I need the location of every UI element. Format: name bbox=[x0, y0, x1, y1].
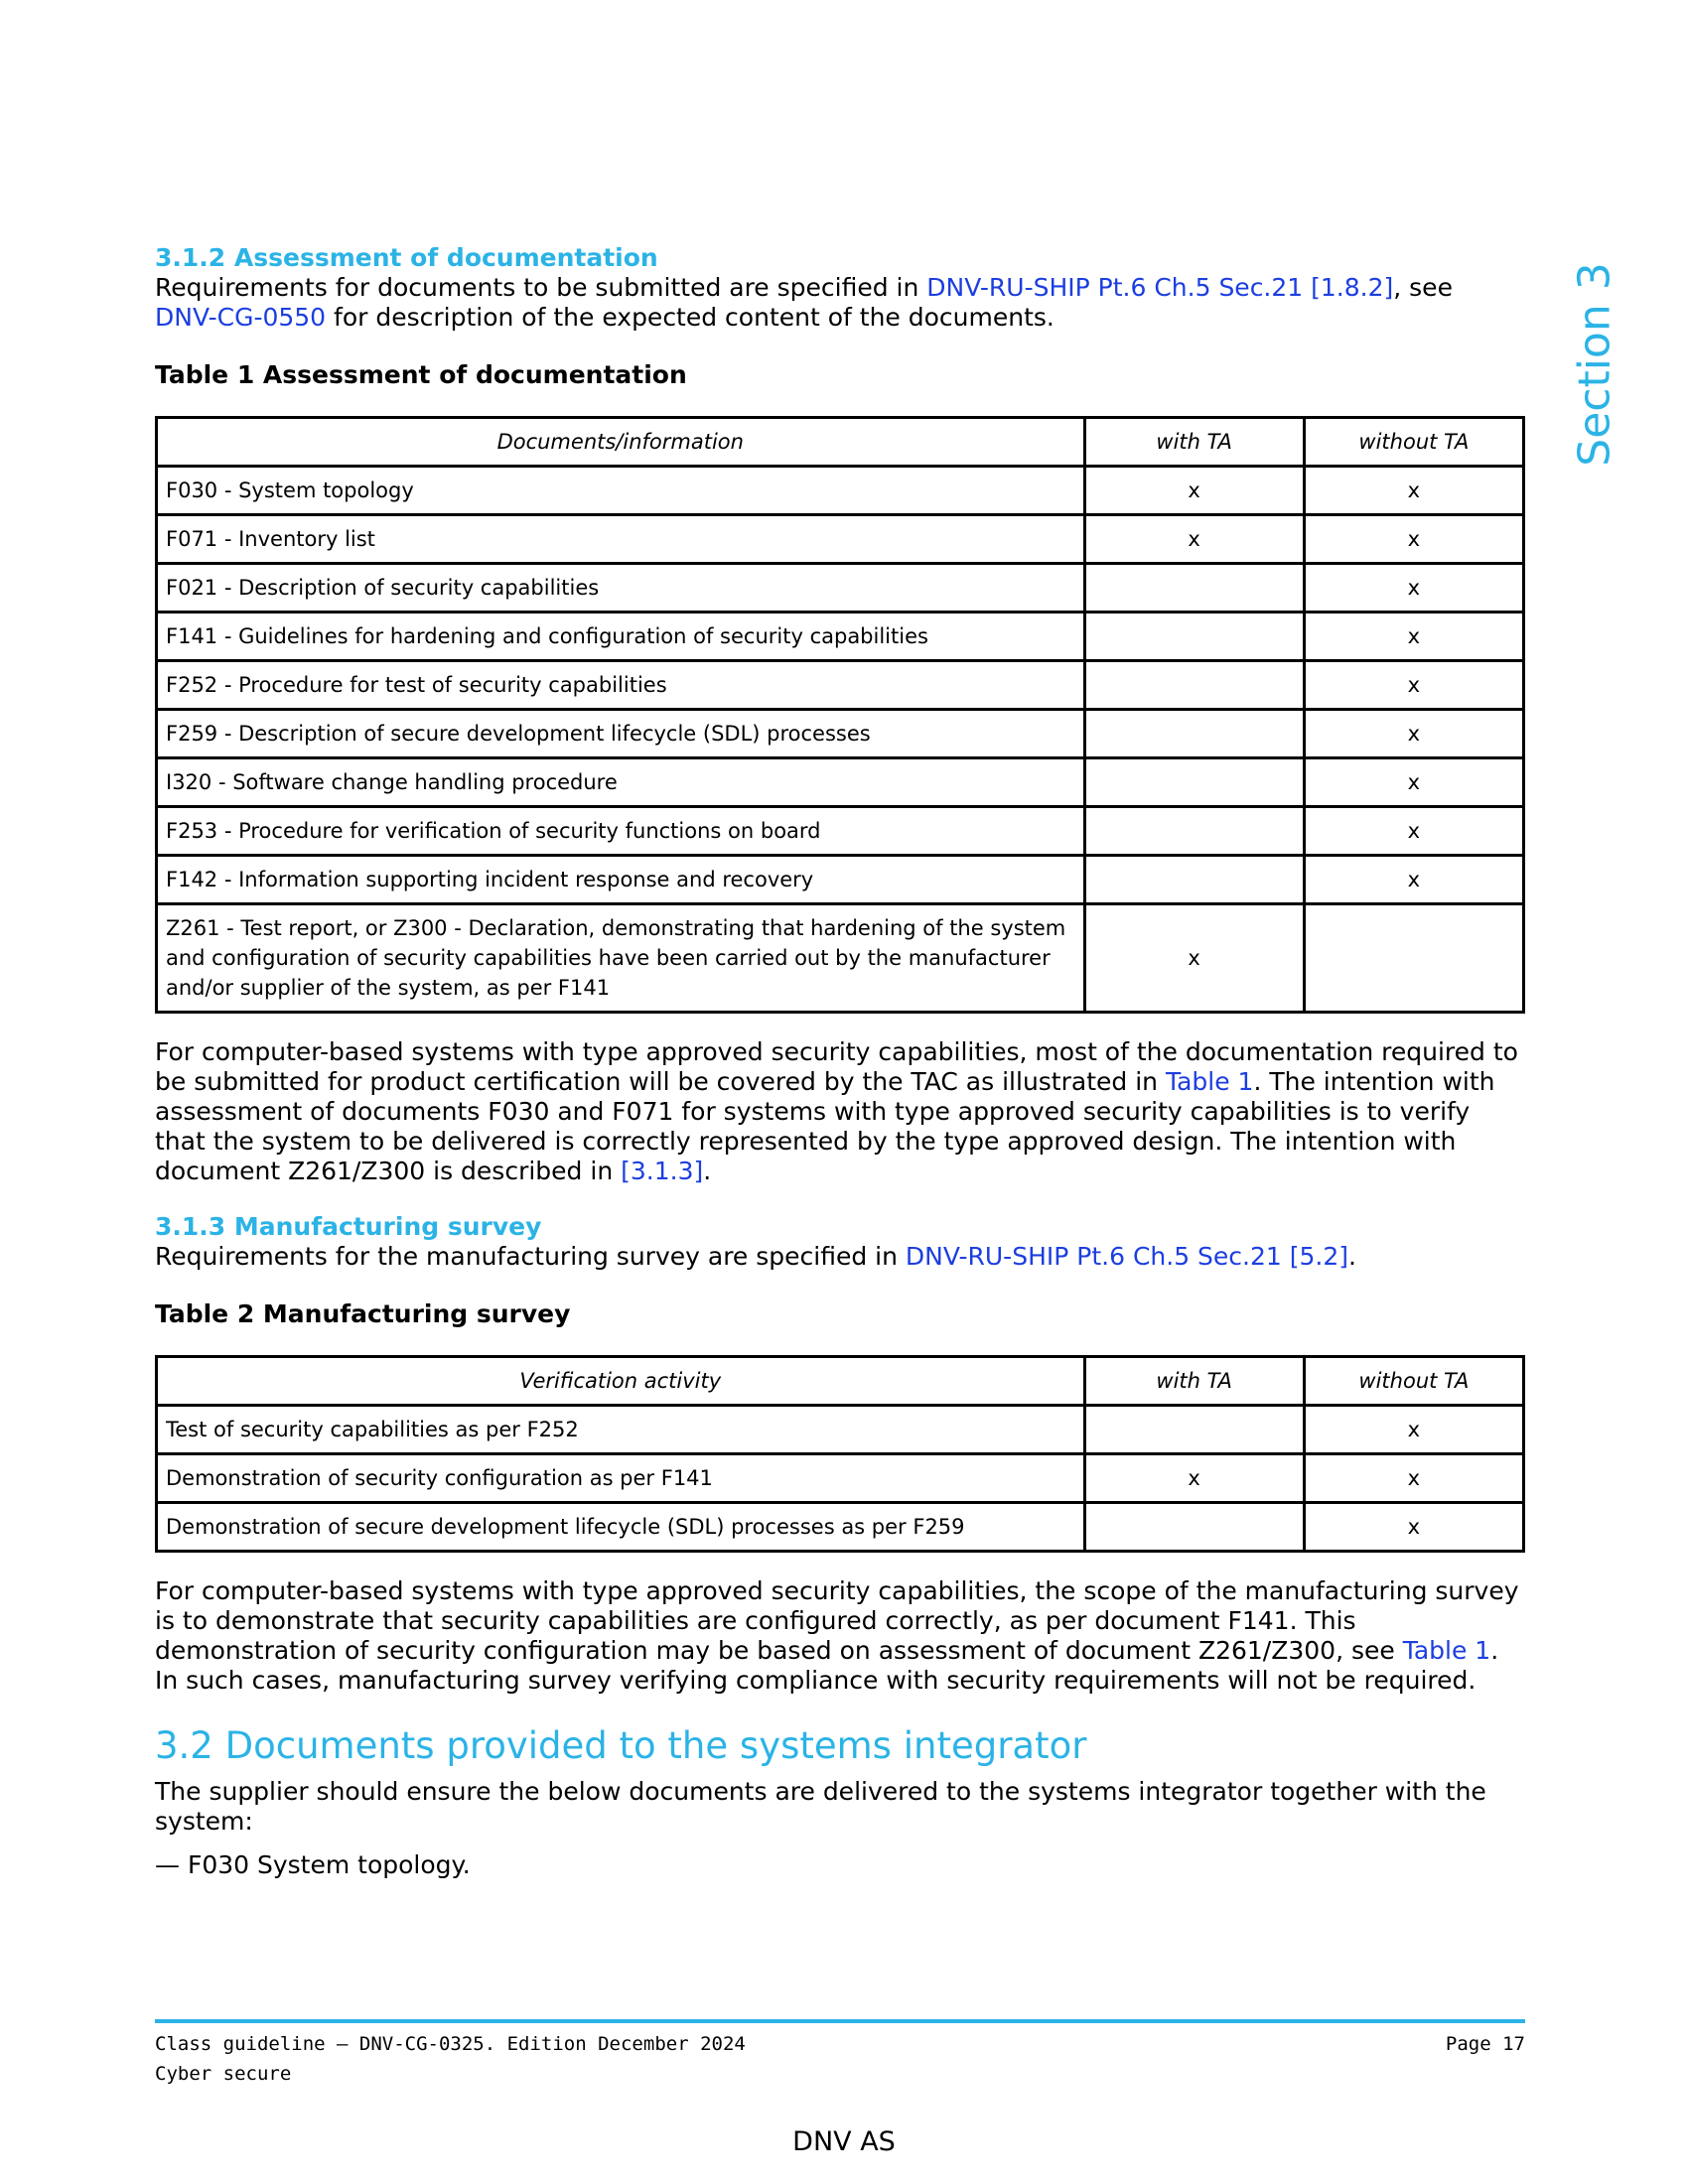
table-row bbox=[157, 758, 1524, 807]
table-2 bbox=[155, 1355, 1525, 1553]
table-cell-mark: x bbox=[1084, 467, 1304, 515]
table-header-cell: without TA bbox=[1304, 1357, 1523, 1406]
table-row bbox=[157, 467, 1524, 515]
table-row bbox=[157, 613, 1524, 661]
table-cell-label: F141 - Guidelines for hardening and configuration of security capabilities bbox=[157, 613, 1085, 661]
heading-3-1-2: 3.1.2 Assessment of documentation bbox=[155, 243, 658, 272]
link-table-1[interactable]: Table 1 bbox=[1402, 1636, 1491, 1665]
table-cell-mark: x bbox=[1304, 467, 1523, 515]
page-content bbox=[155, 243, 1525, 1880]
link-rule-5-2[interactable]: DNV-RU-SHIP Pt.6 Ch.5 Sec.21 [5.2] bbox=[905, 1242, 1349, 1271]
paragraph-after-table-1: For computer-based systems with type approved security capabilities, most of the documentation required to be submitted for product certification will be covered by the TAC as illustrated in Table 1. The intention with assessment of documents F030 and F071 for systems with type approved security capabilities is to verify that the system to be delivered is correctly represented by the type approved design. The intention with document Z261/Z300 is described in [3.1.3]. bbox=[155, 1037, 1518, 1185]
table-cell-mark: x bbox=[1304, 564, 1523, 613]
table-cell-mark: x bbox=[1304, 758, 1523, 807]
table-cell-mark: x bbox=[1304, 613, 1523, 661]
table-cell-label: F259 - Description of secure development lifecycle (SDL) processes bbox=[157, 710, 1085, 758]
footer bbox=[155, 2029, 1525, 2089]
table-cell-mark: x bbox=[1304, 1454, 1523, 1503]
paragraph-after-table-2: For computer-based systems with type approved security capabilities, the scope of the manufacturing survey is to demonstrate that security capabilities are configured correctly, as per document F141. This demonstration of security configuration may be based on assessment of document Z261/Z300, see Table 1. In such cases, manufacturing survey verifying compliance with security requirements will not be required. bbox=[155, 1576, 1519, 1695]
link-rule-1-8-2[interactable]: DNV-RU-SHIP Pt.6 Ch.5 Sec.21 [1.8.2] bbox=[926, 273, 1394, 302]
table-row bbox=[157, 1454, 1524, 1503]
table-cell-label: F071 - Inventory list bbox=[157, 515, 1085, 564]
table-1 bbox=[155, 416, 1525, 1014]
table-cell-label: F142 - Information supporting incident response and recovery bbox=[157, 856, 1085, 904]
table-cell-label: Z261 - Test report, or Z300 - Declaration, demonstrating that hardening of the system and configuration of security capabilities have been carried out by the manufacturer and/or supplier of the system, as per F141 bbox=[157, 904, 1085, 1013]
paragraph-3-1-3: Requirements for the manufacturing survey are specified in DNV-RU-SHIP Pt.6 Ch.5 Sec.21 [5.2]. bbox=[155, 1242, 1356, 1271]
footer-document-subtitle: Cyber secure bbox=[155, 2063, 292, 2085]
table-cell-mark bbox=[1084, 564, 1304, 613]
table-header-cell: without TA bbox=[1304, 418, 1523, 467]
table-row bbox=[157, 515, 1524, 564]
section-tab bbox=[1571, 260, 1618, 469]
table-cell-mark bbox=[1084, 1503, 1304, 1552]
heading-3-2: 3.2 Documents provided to the systems integrator bbox=[155, 1724, 1087, 1767]
table-header-cell: with TA bbox=[1084, 418, 1304, 467]
table-row bbox=[157, 904, 1524, 1013]
table-cell-mark: x bbox=[1304, 710, 1523, 758]
table-cell-mark: x bbox=[1304, 661, 1523, 710]
table-cell-label: F252 - Procedure for test of security capabilities bbox=[157, 661, 1085, 710]
table-cell-mark bbox=[1084, 856, 1304, 904]
table-cell-label: Demonstration of security configuration as per F141 bbox=[157, 1454, 1085, 1503]
table-header-cell: Documents/information bbox=[157, 418, 1085, 467]
table-cell-mark: x bbox=[1084, 1454, 1304, 1503]
table-row bbox=[157, 807, 1524, 856]
table-cell-label: Demonstration of secure development lifecycle (SDL) processes as per F259 bbox=[157, 1503, 1085, 1552]
table-cell-mark bbox=[1084, 710, 1304, 758]
table-row bbox=[157, 710, 1524, 758]
footer-divider bbox=[155, 2019, 1525, 2023]
table-cell-mark: x bbox=[1084, 904, 1304, 1013]
table-cell-label: F030 - System topology bbox=[157, 467, 1085, 515]
table-cell-mark: x bbox=[1304, 807, 1523, 856]
link-dnv-cg-0550[interactable]: DNV-CG-0550 bbox=[155, 303, 327, 332]
table-cell-label: Test of security capabilities as per F252 bbox=[157, 1406, 1085, 1454]
paragraph-3-2: The supplier should ensure the below documents are delivered to the systems integrator together with the system: bbox=[155, 1777, 1486, 1836]
table-cell-label: F021 - Description of security capabilities bbox=[157, 564, 1085, 613]
table-cell-label: F253 - Procedure for verification of security functions on board bbox=[157, 807, 1085, 856]
link-3-1-3[interactable]: [3.1.3] bbox=[621, 1157, 704, 1185]
table-header-row bbox=[157, 1357, 1524, 1406]
table-header-cell: Verification activity bbox=[157, 1357, 1085, 1406]
table-2-caption: Table 2 Manufacturing survey bbox=[155, 1299, 571, 1328]
table-row bbox=[157, 1406, 1524, 1454]
table-row bbox=[157, 661, 1524, 710]
table-cell-mark bbox=[1084, 758, 1304, 807]
company-name: DNV AS bbox=[792, 2126, 896, 2157]
table-cell-mark: x bbox=[1304, 1503, 1523, 1552]
heading-3-1-3: 3.1.3 Manufacturing survey bbox=[155, 1212, 542, 1241]
table-cell-mark bbox=[1084, 1406, 1304, 1454]
table-header-row bbox=[157, 418, 1524, 467]
page-number: Page 17 bbox=[1445, 2033, 1525, 2055]
paragraph-3-1-2: Requirements for documents to be submitted are specified in DNV-RU-SHIP Pt.6 Ch.5 Sec.21 [1.8.2], see DNV-CG-0550 for description of the expected content of the documents. bbox=[155, 273, 1453, 332]
table-cell-mark: x bbox=[1304, 515, 1523, 564]
section-tab-label: Section 3 bbox=[1569, 262, 1620, 467]
table-cell-label: I320 - Software change handling procedure bbox=[157, 758, 1085, 807]
table-cell-mark: x bbox=[1304, 856, 1523, 904]
link-table-1[interactable]: Table 1 bbox=[1165, 1067, 1254, 1096]
footer-document-title: Class guideline — DNV-CG-0325. Edition December 2024 bbox=[155, 2033, 746, 2055]
bullet-item: — F030 System topology. bbox=[155, 1850, 471, 1879]
table-cell-mark: x bbox=[1084, 515, 1304, 564]
table-cell-mark bbox=[1304, 904, 1523, 1013]
table-cell-mark bbox=[1084, 661, 1304, 710]
table-1-caption: Table 1 Assessment of documentation bbox=[155, 360, 687, 389]
table-cell-mark bbox=[1084, 807, 1304, 856]
table-row bbox=[157, 1503, 1524, 1552]
table-row bbox=[157, 856, 1524, 904]
table-header-cell: with TA bbox=[1084, 1357, 1304, 1406]
table-row bbox=[157, 564, 1524, 613]
table-cell-mark: x bbox=[1304, 1406, 1523, 1454]
table-cell-mark bbox=[1084, 613, 1304, 661]
